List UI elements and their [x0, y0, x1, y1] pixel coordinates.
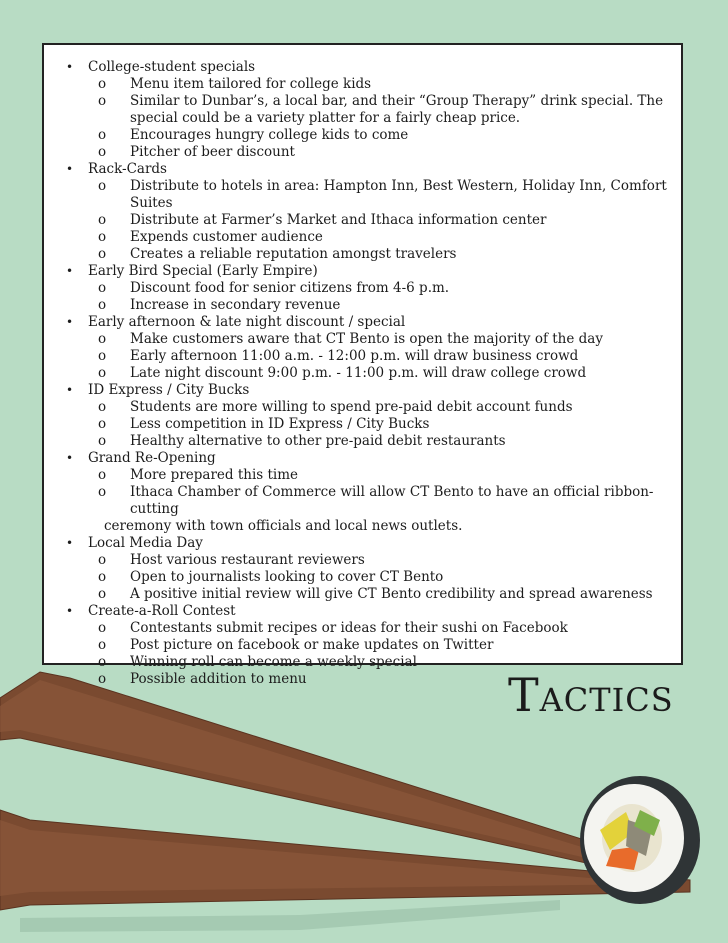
subpoint-text: Possible addition to menu [130, 671, 307, 687]
bullet-icon: • [66, 60, 74, 74]
tactic-label: Local Media Day [88, 535, 203, 551]
sub-bullet-icon: o [98, 552, 107, 568]
sub-bullet-icon: o [98, 433, 107, 449]
sub-bullet-icon: o [98, 246, 107, 262]
sub-bullet-icon: o [98, 569, 107, 585]
subpoint-text: Host various restaurant reviewers [130, 552, 365, 568]
subpoint-text: More prepared this time [130, 467, 299, 483]
subpoint-text: Distribute to hotels in area: Hampton Inn, Best Western, Holiday Inn, Comfort Suites [130, 178, 667, 211]
subpoint [88, 484, 677, 518]
tactic-item [62, 450, 677, 535]
sub-bullet-icon: o [98, 399, 107, 415]
bullet-icon: • [66, 315, 74, 329]
subpoint [88, 212, 677, 229]
tactic-subpoints [88, 280, 677, 314]
subpoint-text: Ithaca Chamber of Commerce will allow CT Bento to have an official ribbon-cutting [130, 484, 654, 517]
subpoint [88, 586, 677, 603]
subpoint [88, 348, 677, 365]
sub-bullet-icon: o [98, 331, 107, 347]
subpoint [88, 365, 677, 382]
subpoint-text: Pitcher of beer discount [130, 144, 295, 160]
bullet-icon: • [66, 162, 74, 176]
subpoint-text: Make customers aware that CT Bento is open the majority of the day [130, 331, 603, 347]
subpoint [88, 552, 677, 569]
bullet-icon: • [66, 383, 74, 397]
tactic-label: Rack-Cards [88, 161, 167, 177]
sub-bullet-icon: o [98, 620, 107, 636]
sub-bullet-icon: o [98, 297, 107, 313]
subpoint [88, 416, 677, 433]
subpoint-text: Similar to Dunbar’s, a local bar, and their “Group Therapy” drink special. The special could be a variety platter for a fairly cheap price. [130, 93, 664, 126]
subpoint-text: Late night discount 9:00 p.m. - 11:00 p.m. will draw college crowd [130, 365, 587, 381]
tactic-label: Early afternoon & late night discount / special [88, 314, 406, 330]
tactic-label: Early Bird Special (Early Empire) [88, 263, 318, 279]
subpoint [88, 620, 677, 637]
tactic-item [62, 263, 677, 314]
sub-bullet-icon: o [98, 484, 107, 500]
tactic-label: Grand Re-Opening [88, 450, 216, 466]
subpoint [88, 331, 677, 348]
tactic-note: ceremony with town officials and local news outlets. [104, 518, 463, 534]
subpoint-text: Less competition in ID Express / City Bucks [130, 416, 430, 432]
tactic-subpoints [88, 76, 677, 161]
bullet-icon: • [66, 536, 74, 550]
tactic-item [62, 314, 677, 382]
subpoint [88, 93, 677, 127]
subpoint-text: Discount food for senior citizens from 4-6 p.m. [130, 280, 450, 296]
sub-bullet-icon: o [98, 280, 107, 296]
subpoint [88, 144, 677, 161]
subpoint-text: Healthy alternative to other pre-paid debit restaurants [130, 433, 506, 449]
subpoint [88, 178, 677, 212]
subpoint-text: Menu item tailored for college kids [130, 76, 372, 92]
tactic-label: ID Express / City Bucks [88, 382, 250, 398]
subpoint-text: Contestants submit recipes or ideas for their sushi on Facebook [130, 620, 568, 636]
subpoint-text: Expends customer audience [130, 229, 323, 245]
tactic-subpoints [88, 178, 677, 263]
sub-bullet-icon: o [98, 654, 107, 670]
subpoint-text: A positive initial review will give CT Bento credibility and spread awareness [130, 586, 653, 602]
sub-bullet-icon: o [98, 127, 107, 143]
tactic-item [62, 382, 677, 450]
tactic-item [62, 535, 677, 603]
sub-bullet-icon: o [98, 212, 107, 228]
tactic-item [62, 59, 677, 161]
sub-bullet-icon: o [98, 416, 107, 432]
sub-bullet-icon: o [98, 348, 107, 364]
sushi-roll [580, 776, 700, 904]
sub-bullet-icon: o [98, 76, 107, 92]
tactics-list [62, 59, 677, 688]
subpoint [88, 246, 677, 263]
bullet-icon: • [66, 451, 74, 465]
sub-bullet-icon: o [98, 637, 107, 653]
tactic-subpoints [88, 552, 677, 603]
subpoint-text: Students are more willing to spend pre-paid debit account funds [130, 399, 573, 415]
subpoint [88, 433, 677, 450]
subpoint [88, 399, 677, 416]
subpoint-text: Distribute at Farmer’s Market and Ithaca information center [130, 212, 547, 228]
sub-bullet-icon: o [98, 671, 107, 687]
subpoint-text: Encourages hungry college kids to come [130, 127, 409, 143]
page-title: Tactics [508, 668, 674, 722]
tactic-subpoints [88, 467, 677, 518]
sub-bullet-icon: o [98, 144, 107, 160]
tactic-item [62, 161, 677, 263]
tactic-subpoints [88, 331, 677, 382]
subpoint [88, 229, 677, 246]
sub-bullet-icon: o [98, 467, 107, 483]
subpoint [88, 637, 677, 654]
subpoint-text: Increase in secondary revenue [130, 297, 341, 313]
subpoint-text: Creates a reliable reputation amongst travelers [130, 246, 457, 262]
chopsticks-sushi-illustration [0, 660, 728, 943]
bullet-icon: • [66, 604, 74, 618]
sub-bullet-icon: o [98, 586, 107, 602]
tactic-label: College-student specials [88, 59, 256, 75]
subpoint [88, 467, 677, 484]
subpoint-text: Post picture on facebook or make updates on Twitter [130, 637, 494, 653]
bullet-icon: • [66, 264, 74, 278]
subpoint [88, 569, 677, 586]
subpoint-text: Winning roll can become a weekly special [130, 654, 417, 670]
subpoint [88, 297, 677, 314]
subpoint [88, 76, 677, 93]
content-panel [42, 43, 683, 687]
sub-bullet-icon: o [98, 365, 107, 381]
subpoint [88, 127, 677, 144]
tactic-subpoints [88, 399, 677, 450]
sub-bullet-icon: o [98, 229, 107, 245]
subpoint [88, 280, 677, 297]
sub-bullet-icon: o [98, 93, 107, 109]
tactic-label: Create-a-Roll Contest [88, 603, 236, 619]
subpoint-text: Open to journalists looking to cover CT Bento [130, 569, 444, 585]
subpoint-text: Early afternoon 11:00 a.m. - 12:00 p.m. will draw business crowd [130, 348, 579, 364]
sub-bullet-icon: o [98, 178, 107, 194]
